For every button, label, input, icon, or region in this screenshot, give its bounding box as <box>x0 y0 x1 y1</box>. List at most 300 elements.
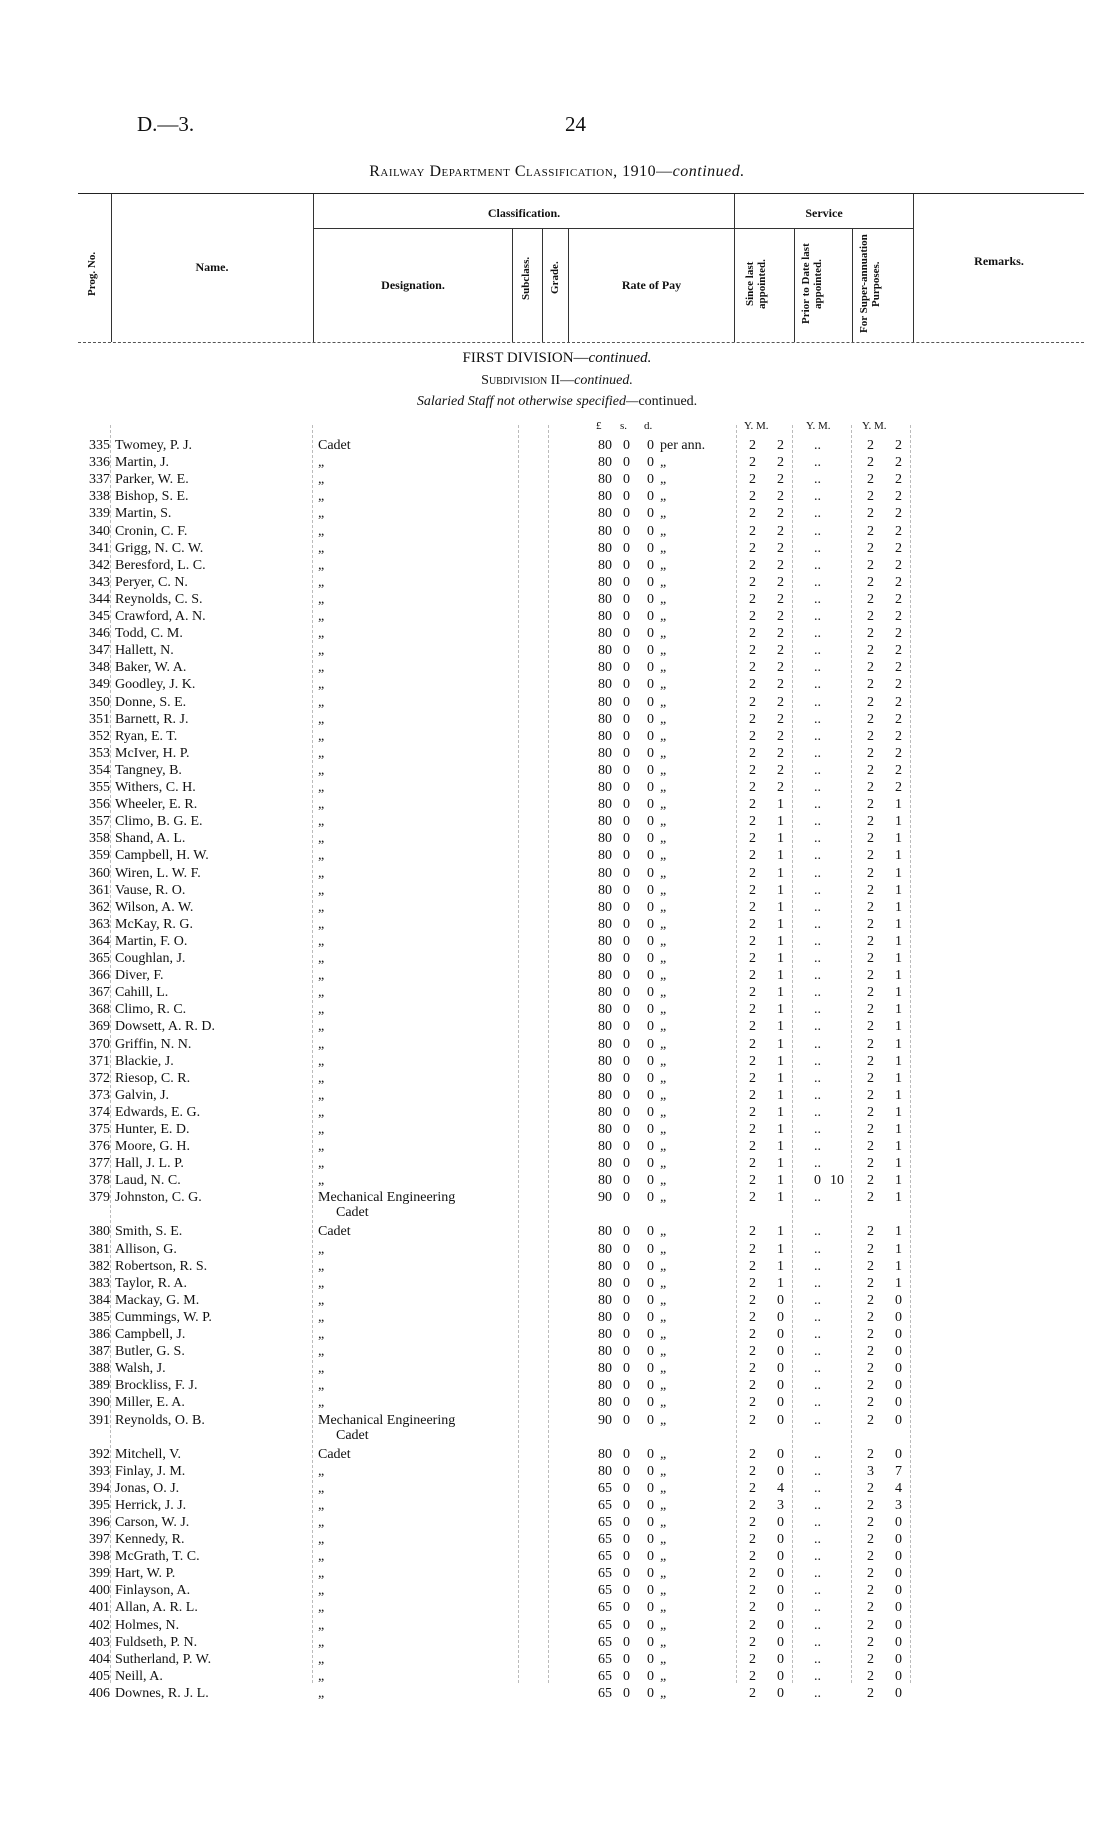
staff-name: Miller, E. A. <box>115 1395 185 1411</box>
prior-years: .. <box>814 1480 821 1496</box>
pay-pounds: 80 <box>598 1019 612 1035</box>
since-months: 0 <box>777 1617 784 1633</box>
pay-period: „ <box>660 968 667 984</box>
designation: „ <box>318 1173 325 1189</box>
pay-pounds: 80 <box>598 1156 612 1172</box>
super-years: 2 <box>867 762 874 778</box>
super-years: 2 <box>867 557 874 573</box>
pay-period: „ <box>660 831 667 847</box>
designation: „ <box>318 643 325 659</box>
designation: „ <box>318 1668 325 1684</box>
super-months: 1 <box>895 1053 902 1069</box>
pay-period: „ <box>660 1617 667 1633</box>
staff-name: Climo, B. G. E. <box>115 814 203 830</box>
pay-pence: 0 <box>647 745 654 761</box>
prog-no: 344 <box>89 591 110 607</box>
table-header <box>78 193 1084 343</box>
staff-name: Coughlan, J. <box>115 951 186 966</box>
pay-pounds: 80 <box>598 1275 612 1291</box>
pay-shillings: 0 <box>623 1139 630 1155</box>
super-years: 2 <box>867 1514 874 1530</box>
since-months: 1 <box>777 1087 784 1103</box>
designation: „ <box>318 1002 325 1018</box>
pay-shillings: 0 <box>623 1446 630 1462</box>
prior-years: .. <box>814 899 821 915</box>
designation: „ <box>318 951 325 966</box>
since-months: 3 <box>777 1497 784 1513</box>
pay-shillings: 0 <box>623 1309 630 1325</box>
pay-pence: 0 <box>647 472 654 488</box>
pay-shillings: 0 <box>623 1292 630 1308</box>
pay-pounds: 65 <box>598 1549 612 1565</box>
pay-pounds: 80 <box>598 626 612 642</box>
pay-period: „ <box>660 780 667 795</box>
table-row <box>0 1121 1114 1138</box>
prog-no: 348 <box>89 660 110 676</box>
pay-period: „ <box>660 1668 667 1684</box>
super-months: 0 <box>895 1566 902 1582</box>
table-row <box>0 1497 1114 1514</box>
designation: „ <box>318 780 325 795</box>
staff-name: Barnett, R. J. <box>115 711 189 727</box>
pay-pounds: 65 <box>598 1651 612 1667</box>
pay-shillings: 0 <box>623 780 630 795</box>
designation: „ <box>318 1275 325 1291</box>
pay-pence: 0 <box>647 1173 654 1189</box>
super-years: 2 <box>867 1190 874 1206</box>
super-years: 2 <box>867 1070 874 1086</box>
prog-no: 338 <box>89 489 110 505</box>
since-months: 1 <box>777 985 784 1001</box>
since-months: 0 <box>777 1634 784 1650</box>
super-years: 2 <box>867 797 874 813</box>
since-years: 2 <box>749 1583 756 1599</box>
designation: „ <box>318 591 325 607</box>
pay-pence: 0 <box>647 1514 654 1530</box>
pay-pounds: 80 <box>598 1139 612 1155</box>
since-years: 2 <box>749 728 756 744</box>
since-years: 2 <box>749 1344 756 1360</box>
prior-years: .. <box>814 814 821 830</box>
pay-pounds: 80 <box>598 557 612 573</box>
pay-pence: 0 <box>647 1668 654 1684</box>
since-months: 2 <box>777 557 784 573</box>
pay-pounds: 80 <box>598 1361 612 1377</box>
staff-name: Laud, N. C. <box>115 1173 181 1189</box>
super-years: 2 <box>867 1497 874 1513</box>
since-years: 2 <box>749 1566 756 1582</box>
since-years: 2 <box>749 1651 756 1667</box>
prog-no: 382 <box>89 1258 110 1274</box>
prior-years: .. <box>814 1258 821 1274</box>
super-years: 2 <box>867 1344 874 1360</box>
pay-pence: 0 <box>647 916 654 932</box>
super-years: 2 <box>867 506 874 522</box>
since-years: 2 <box>749 865 756 881</box>
designation: „ <box>318 677 325 693</box>
table-row <box>0 1155 1114 1172</box>
since-years: 2 <box>749 1685 756 1701</box>
prog-no: 403 <box>89 1634 110 1650</box>
staff-name: Ryan, E. T. <box>115 728 178 744</box>
prog-no: 336 <box>89 455 110 471</box>
since-months: 1 <box>777 797 784 813</box>
designation: „ <box>318 1395 325 1411</box>
pay-shillings: 0 <box>623 985 630 1001</box>
super-years: 2 <box>867 745 874 761</box>
pay-pounds: 80 <box>598 1122 612 1137</box>
designation: „ <box>318 1532 325 1547</box>
prog-no: 337 <box>89 472 110 488</box>
super-months: 2 <box>895 557 902 573</box>
pay-pounds: 80 <box>598 523 612 539</box>
super-years: 2 <box>867 1122 874 1137</box>
prog-no: 367 <box>89 985 110 1001</box>
unit-ym-super: Y. M. <box>862 420 887 432</box>
pay-shillings: 0 <box>623 1395 630 1411</box>
prior-years: .. <box>814 916 821 932</box>
designation: Cadet <box>318 1446 351 1462</box>
prior-years: .. <box>814 438 821 453</box>
prog-no: 354 <box>89 762 110 778</box>
staff-name: Holmes, N. <box>115 1617 180 1633</box>
super-months: 0 <box>895 1327 902 1342</box>
designation: „ <box>318 933 325 949</box>
since-months: 0 <box>777 1566 784 1582</box>
table-row <box>0 1326 1114 1343</box>
pay-pounds: 65 <box>598 1617 612 1633</box>
super-years: 2 <box>867 1668 874 1684</box>
since-months: 1 <box>777 1070 784 1086</box>
prior-years: .. <box>814 609 821 624</box>
prior-years: .. <box>814 694 821 710</box>
pay-pence: 0 <box>647 1036 654 1052</box>
pay-pence: 0 <box>647 780 654 795</box>
pay-shillings: 0 <box>623 1412 630 1428</box>
super-months: 1 <box>895 968 902 984</box>
staff-name: Allison, G. <box>115 1241 177 1257</box>
pay-pence: 0 <box>647 1463 654 1479</box>
pay-pence: 0 <box>647 1190 654 1206</box>
pay-pence: 0 <box>647 831 654 847</box>
designation: „ <box>318 609 325 624</box>
designation: Cadet <box>318 1224 351 1240</box>
prog-no: 377 <box>89 1156 110 1172</box>
pay-shillings: 0 <box>623 1104 630 1120</box>
pay-pence: 0 <box>647 1566 654 1582</box>
col-header-prog-no: Prog. No. <box>86 251 98 297</box>
pay-period: „ <box>660 643 667 659</box>
super-years: 2 <box>867 1617 874 1633</box>
super-months: 1 <box>895 1139 902 1155</box>
prog-no: 346 <box>89 626 110 642</box>
prog-no: 366 <box>89 968 110 984</box>
page-title <box>0 163 1114 181</box>
table-row <box>0 523 1114 540</box>
prior-years: .. <box>814 762 821 778</box>
pay-pounds: 80 <box>598 780 612 795</box>
pay-period: „ <box>660 1190 667 1206</box>
pay-pounds: 80 <box>598 1258 612 1274</box>
staff-name: Reynolds, C. S. <box>115 591 203 607</box>
pay-pounds: 80 <box>598 1463 612 1479</box>
pay-shillings: 0 <box>623 626 630 642</box>
pay-shillings: 0 <box>623 1361 630 1377</box>
col-header-classification: Classification. <box>487 206 561 220</box>
super-months: 1 <box>895 1190 902 1206</box>
pay-pence: 0 <box>647 711 654 727</box>
since-months: 2 <box>777 626 784 642</box>
designation: „ <box>318 1139 325 1155</box>
pay-period: „ <box>660 1139 667 1155</box>
col-header-since-last-appointed: Since last appointed. <box>744 259 768 309</box>
since-years: 2 <box>749 1309 756 1325</box>
table-row <box>0 813 1114 830</box>
prior-years: .. <box>814 797 821 813</box>
since-years: 2 <box>749 899 756 915</box>
since-months: 1 <box>777 1122 784 1137</box>
since-years: 2 <box>749 472 756 488</box>
pay-period: „ <box>660 1549 667 1565</box>
since-months: 2 <box>777 660 784 676</box>
pay-shillings: 0 <box>623 711 630 727</box>
super-years: 2 <box>867 455 874 471</box>
pay-period: „ <box>660 1446 667 1462</box>
since-years: 2 <box>749 574 756 590</box>
prior-years: 0 <box>814 1173 821 1189</box>
pay-pounds: 80 <box>598 1173 612 1189</box>
super-years: 2 <box>867 660 874 676</box>
prog-no: 343 <box>89 574 110 590</box>
since-months: 1 <box>777 848 784 864</box>
prog-no: 388 <box>89 1361 110 1377</box>
prior-months: 10 <box>830 1173 844 1189</box>
since-years: 2 <box>749 1549 756 1565</box>
prog-no: 356 <box>89 797 110 813</box>
prog-no: 355 <box>89 780 110 795</box>
pay-pounds: 80 <box>598 489 612 505</box>
pay-shillings: 0 <box>623 472 630 488</box>
pay-shillings: 0 <box>623 1532 630 1547</box>
super-years: 2 <box>867 951 874 966</box>
pay-pounds: 90 <box>598 1190 612 1206</box>
division-label: FIRST DIVISION— <box>462 350 589 366</box>
table-row <box>0 1138 1114 1155</box>
prog-no: 376 <box>89 1139 110 1155</box>
pay-pounds: 80 <box>598 591 612 607</box>
super-months: 1 <box>895 865 902 881</box>
designation: „ <box>318 745 325 761</box>
col-header-name: Name. <box>195 260 229 274</box>
subdivision-continued: continued. <box>574 373 633 388</box>
prior-years: .. <box>814 557 821 573</box>
subdivision-heading <box>0 373 1114 389</box>
pay-shillings: 0 <box>623 1070 630 1086</box>
since-months: 1 <box>777 831 784 847</box>
prior-years: .. <box>814 1514 821 1530</box>
since-years: 2 <box>749 1463 756 1479</box>
pay-shillings: 0 <box>623 1019 630 1035</box>
since-years: 2 <box>749 951 756 966</box>
prior-years: .. <box>814 745 821 761</box>
prog-no: 340 <box>89 523 110 539</box>
designation: „ <box>318 1600 325 1616</box>
pay-shillings: 0 <box>623 609 630 624</box>
since-years: 2 <box>749 1378 756 1394</box>
pay-period: „ <box>660 865 667 881</box>
since-months: 2 <box>777 711 784 727</box>
pay-shillings: 0 <box>623 1617 630 1633</box>
prior-years: .. <box>814 1583 821 1599</box>
pay-pence: 0 <box>647 574 654 590</box>
pay-period: „ <box>660 762 667 778</box>
since-months: 2 <box>777 694 784 710</box>
prog-no: 352 <box>89 728 110 744</box>
since-years: 2 <box>749 609 756 624</box>
super-months: 2 <box>895 506 902 522</box>
pay-pounds: 80 <box>598 711 612 727</box>
since-months: 1 <box>777 968 784 984</box>
prior-years: .. <box>814 1651 821 1667</box>
super-months: 0 <box>895 1634 902 1650</box>
since-years: 2 <box>749 1053 756 1069</box>
table-row <box>0 1189 1114 1221</box>
designation: „ <box>318 574 325 590</box>
since-months: 1 <box>777 899 784 915</box>
staff-name: Johnston, C. G. <box>115 1190 202 1206</box>
since-months: 2 <box>777 472 784 488</box>
staff-name: Cummings, W. P. <box>115 1309 212 1325</box>
prior-years: .. <box>814 1053 821 1069</box>
designation: „ <box>318 916 325 932</box>
super-months: 2 <box>895 472 902 488</box>
prior-years: .. <box>814 1156 821 1172</box>
table-row <box>0 694 1114 711</box>
since-years: 2 <box>749 762 756 778</box>
pay-period: „ <box>660 1224 667 1240</box>
since-years: 2 <box>749 711 756 727</box>
super-months: 2 <box>895 438 902 453</box>
pay-period: „ <box>660 574 667 590</box>
since-years: 2 <box>749 1600 756 1616</box>
super-months: 0 <box>895 1583 902 1599</box>
since-months: 0 <box>777 1583 784 1599</box>
pay-pounds: 80 <box>598 728 612 744</box>
pay-pence: 0 <box>647 933 654 949</box>
pay-shillings: 0 <box>623 745 630 761</box>
prog-no: 380 <box>89 1224 110 1240</box>
pay-pounds: 80 <box>598 1378 612 1394</box>
since-months: 1 <box>777 1258 784 1274</box>
super-years: 2 <box>867 1446 874 1462</box>
pay-shillings: 0 <box>623 643 630 659</box>
pay-pounds: 80 <box>598 865 612 881</box>
designation: „ <box>318 797 325 813</box>
since-months: 1 <box>777 933 784 949</box>
staff-name: Wiren, L. W. F. <box>115 865 201 881</box>
pay-pounds: 80 <box>598 1070 612 1086</box>
super-months: 2 <box>895 643 902 659</box>
since-months: 0 <box>777 1532 784 1547</box>
pay-period: „ <box>660 1634 667 1650</box>
super-years: 2 <box>867 438 874 453</box>
pay-period: „ <box>660 506 667 522</box>
pay-period: „ <box>660 933 667 949</box>
designation: „ <box>318 540 325 556</box>
pay-shillings: 0 <box>623 1258 630 1274</box>
designation: „ <box>318 728 325 744</box>
pay-period: „ <box>660 1173 667 1189</box>
prior-years: .. <box>814 1617 821 1633</box>
pay-pence: 0 <box>647 557 654 573</box>
table-row <box>0 1617 1114 1634</box>
pay-pounds: 65 <box>598 1583 612 1599</box>
super-months: 4 <box>895 1480 902 1496</box>
staff-name: Shand, A. L. <box>115 831 186 847</box>
prog-no: 394 <box>89 1480 110 1496</box>
pay-pence: 0 <box>647 1617 654 1633</box>
prior-years: .. <box>814 489 821 505</box>
super-years: 2 <box>867 1685 874 1701</box>
staff-name: McKay, R. G. <box>115 916 194 932</box>
super-years: 2 <box>867 814 874 830</box>
since-months: 1 <box>777 1053 784 1069</box>
super-years: 2 <box>867 780 874 795</box>
since-years: 2 <box>749 1395 756 1411</box>
pay-shillings: 0 <box>623 1241 630 1257</box>
designation: Mechanical Engineering <box>318 1190 456 1206</box>
prog-no: 370 <box>89 1036 110 1052</box>
staff-name: Hallett, N. <box>115 643 174 659</box>
super-months: 0 <box>895 1685 902 1701</box>
pay-pounds: 80 <box>598 1395 612 1411</box>
table-row <box>0 950 1114 967</box>
prior-years: .. <box>814 1327 821 1342</box>
super-months: 2 <box>895 574 902 590</box>
super-months: 1 <box>895 985 902 1001</box>
since-months: 1 <box>777 1275 784 1291</box>
pay-pence: 0 <box>647 643 654 659</box>
super-months: 2 <box>895 591 902 607</box>
super-years: 2 <box>867 472 874 488</box>
super-months: 1 <box>895 933 902 949</box>
pay-pence: 0 <box>647 1583 654 1599</box>
pay-pence: 0 <box>647 1070 654 1086</box>
since-years: 2 <box>749 455 756 471</box>
since-years: 2 <box>749 643 756 659</box>
pay-pence: 0 <box>647 489 654 505</box>
staff-name: Martin, J. <box>115 455 170 471</box>
super-months: 7 <box>895 1463 902 1479</box>
super-months: 2 <box>895 728 902 744</box>
pay-pounds: 80 <box>598 506 612 522</box>
pay-pounds: 80 <box>598 951 612 966</box>
pay-pence: 0 <box>647 899 654 915</box>
since-years: 2 <box>749 1668 756 1684</box>
table-row <box>0 1223 1114 1240</box>
prog-no: 387 <box>89 1344 110 1360</box>
pay-pounds: 80 <box>598 1327 612 1342</box>
pay-shillings: 0 <box>623 1087 630 1103</box>
since-months: 2 <box>777 728 784 744</box>
document-reference: D.—3. <box>137 112 195 136</box>
designation: „ <box>318 455 325 471</box>
since-years: 2 <box>749 1292 756 1308</box>
unit-pound: £ <box>596 420 602 432</box>
prog-no: 401 <box>89 1600 110 1616</box>
pay-pounds: 80 <box>598 694 612 710</box>
pay-pence: 0 <box>647 1480 654 1496</box>
